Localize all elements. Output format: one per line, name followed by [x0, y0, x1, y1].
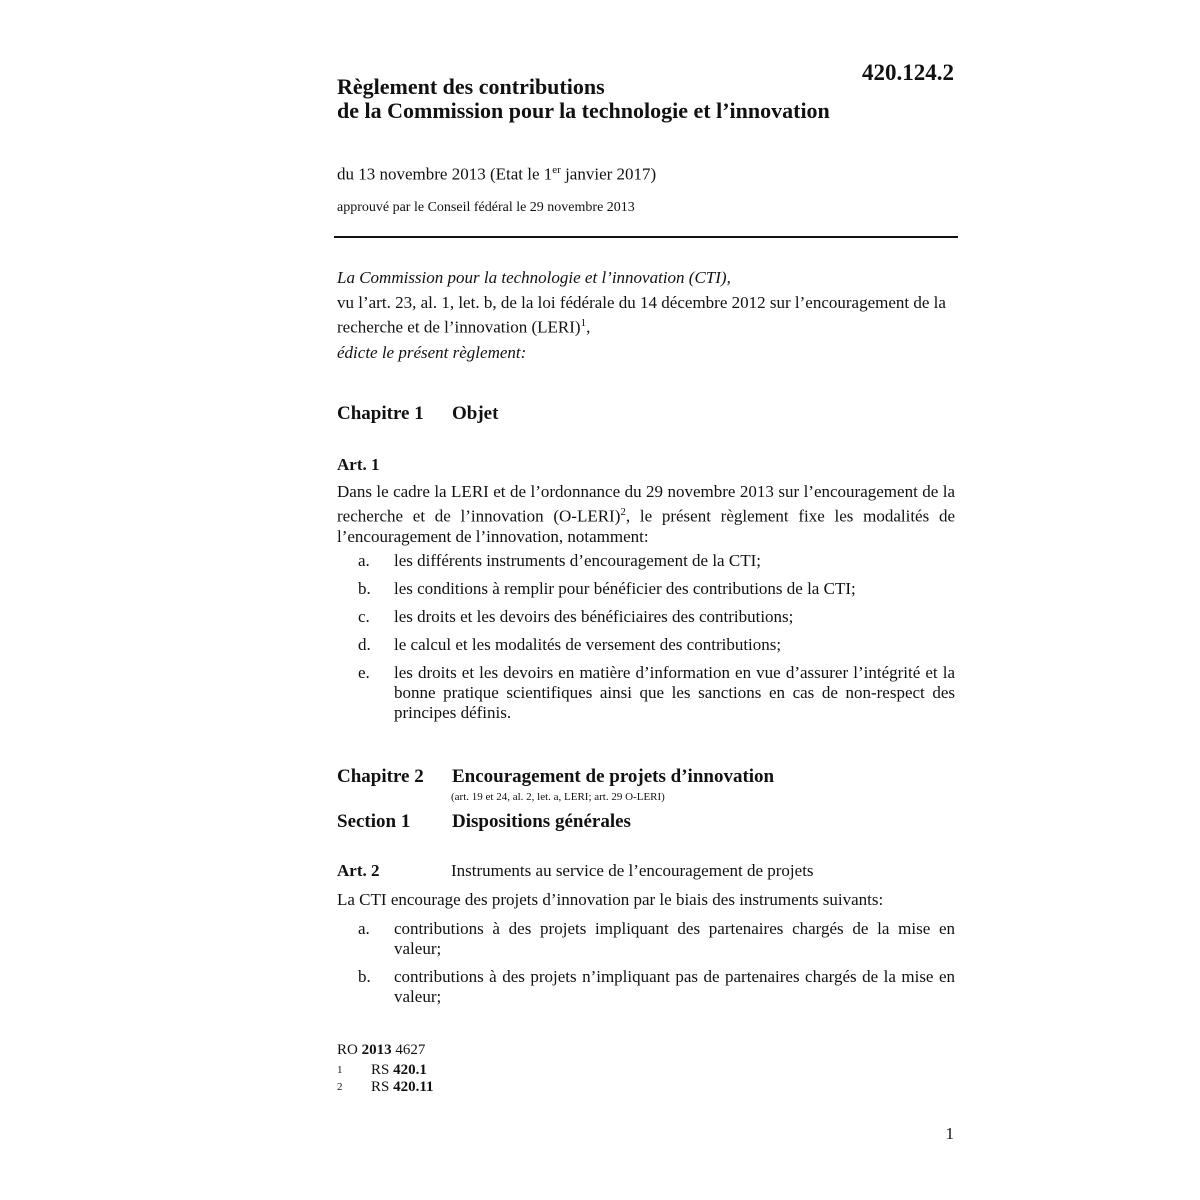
- document-date: du 13 novembre 2013 (Etat le 1er janvier 2017): [337, 164, 657, 184]
- chapter-1-label: Chapitre 1: [337, 403, 424, 424]
- list-item: b. les conditions à remplir pour bénéficier des contributions de la CTI;: [358, 579, 856, 598]
- section-1-heading: [337, 811, 631, 833]
- chapter-2-heading: [337, 766, 774, 788]
- article-1-intro: Dans le cadre la LERI et de l’ordonnance du 29 novembre 2013 sur l’encouragement de la recherche et de l’innovation (O-LERI)$^2$, le présent règlement fixe les modalités de l’encouragement de l’innovation, notamment:: [337, 482, 955, 546]
- preamble-authority: La Commission pour la technologie et l’innovation (CTI),: [337, 268, 731, 287]
- list-item: c. les droits et les devoirs des bénéficiaires des contributions;: [358, 607, 794, 626]
- chapter-2-label: Chapitre 2: [337, 766, 424, 787]
- section-1-label: Section 1: [337, 811, 411, 832]
- title-line-1: Règlement des contributions: [337, 74, 605, 99]
- article-1-list: [337, 551, 955, 731]
- footnote-2: 2 RS 420.11: [337, 1079, 434, 1095]
- article-1-heading: Art. 1: [337, 455, 380, 474]
- chapter-2-legal-refs: (art. 19 et 24, al. 2, let. a, LERI; art. 29 O-LERI): [451, 791, 665, 803]
- section-1-title: Dispositions générales: [452, 811, 631, 832]
- footnote-1: 1 RS 420.1: [337, 1062, 427, 1078]
- article-2-heading: Art. 2: [337, 861, 380, 880]
- preamble: [337, 268, 955, 368]
- preamble-enacts: édicte le présent règlement:: [337, 342, 527, 362]
- preamble-basis: vu l’art. 23, al. 1, let. b, de la loi fédérale du 14 décembre 2012 sur l’encouragement de la recherche et de l’innovation (LERI)$^1$,: [337, 293, 946, 337]
- article-2-intro: La CTI encourage des projets d’innovation par le biais des instruments suivants:: [337, 890, 884, 909]
- list-item: a. les différents instruments d’encouragement de la CTI;: [358, 551, 761, 570]
- document-number: 420.124.2: [862, 60, 954, 85]
- document-title: [337, 75, 830, 123]
- chapter-1-title: Objet: [452, 403, 499, 424]
- list-item: b. contributions à des projets n’impliquant pas de partenaires chargés de la mise en valeur;: [358, 967, 955, 1006]
- footnote-ref-1: 1: [580, 317, 587, 329]
- document-page: [337, 0, 958, 1200]
- official-compilation-ref: RO 2013 4627: [337, 1042, 426, 1058]
- article-2-title: Instruments au service de l’encouragement de projets: [451, 861, 814, 880]
- article-2-list: [337, 919, 955, 1015]
- list-item: a. contributions à des projets impliquant des partenaires chargés de la mise en valeur;: [358, 919, 955, 958]
- title-line-2: de la Commission pour la technologie et l’innovation: [337, 98, 830, 123]
- page-number: 1: [945, 1124, 954, 1143]
- chapter-2-title: Encouragement de projets d’innovation: [452, 766, 775, 787]
- list-item: d. le calcul et les modalités de versement des contributions;: [358, 635, 782, 654]
- footnote-ref-2: 2: [620, 506, 626, 518]
- list-item: e. les droits et les devoirs en matière d’information en vue d’assurer l’intégrité et la bonne pratique scientifiques ainsi que les sanctions en cas de non-respect des principes définis.: [358, 663, 955, 722]
- header-divider: [334, 236, 958, 238]
- approval-note: approuvé par le Conseil fédéral le 29 novembre 2013: [337, 200, 635, 215]
- chapter-1-heading: [337, 403, 498, 425]
